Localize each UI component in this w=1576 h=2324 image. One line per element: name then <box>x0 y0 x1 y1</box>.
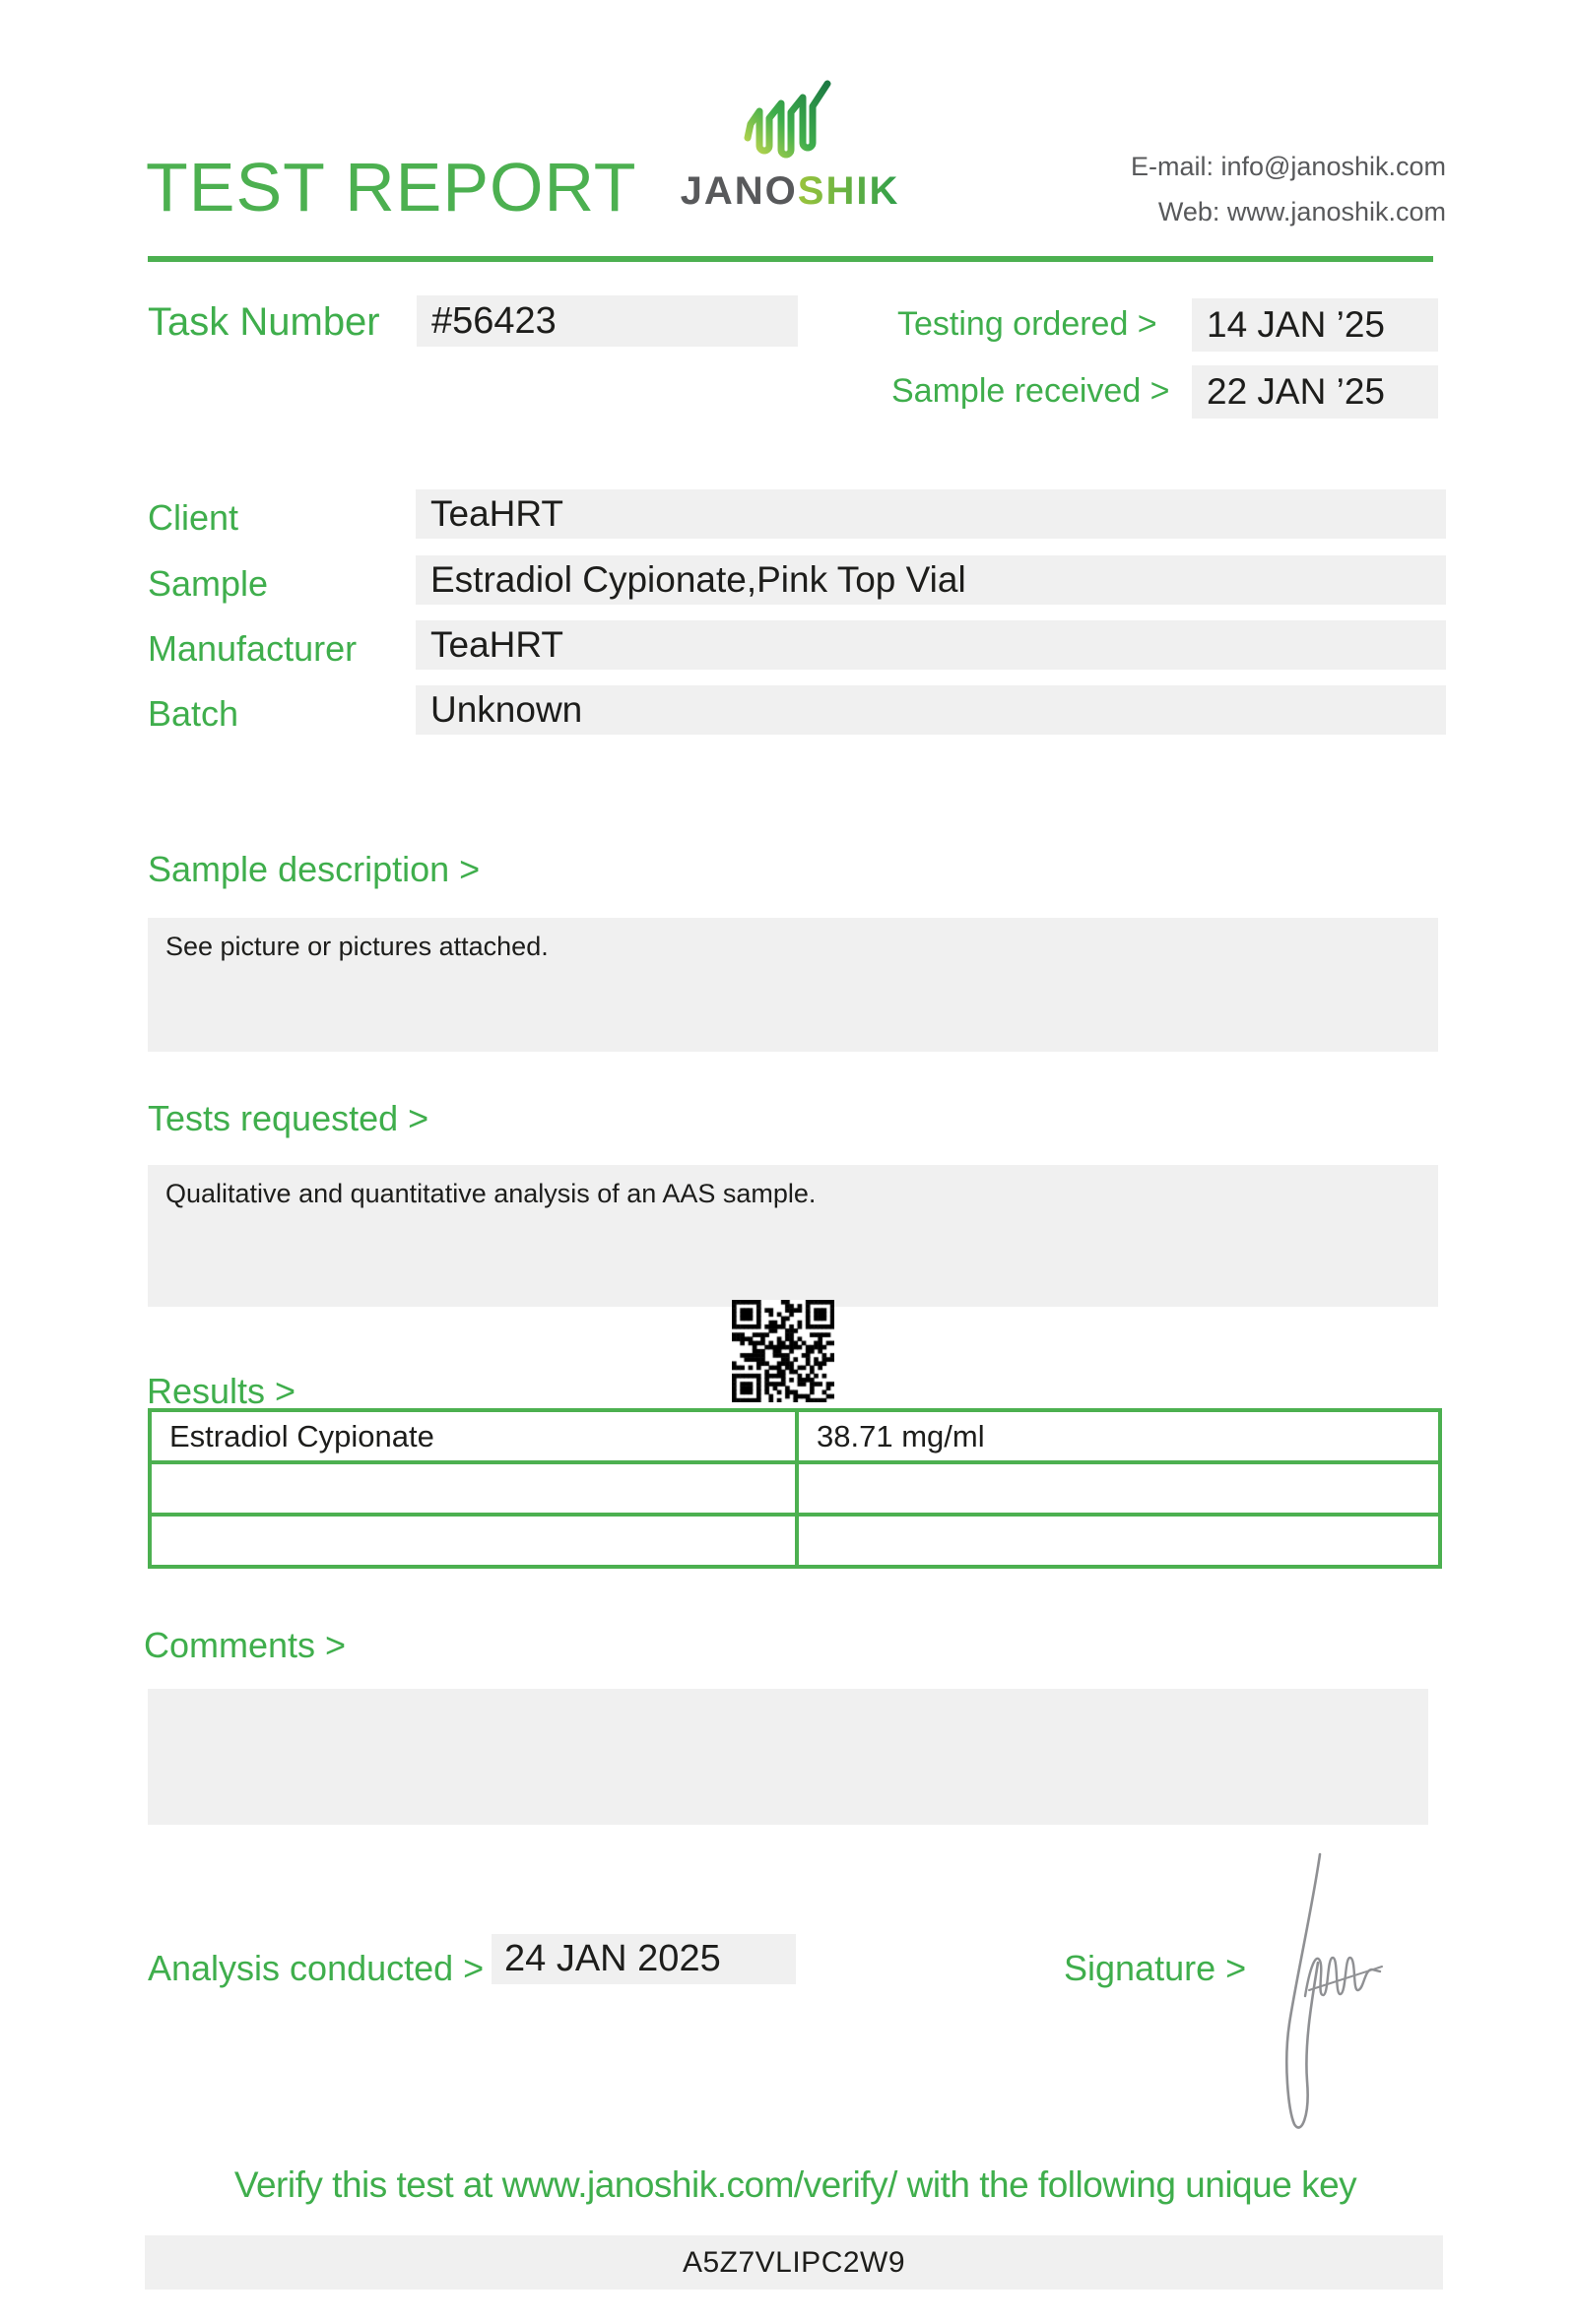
analysis-conducted-value: 24 JAN 2025 <box>492 1934 796 1984</box>
page-title: TEST REPORT <box>146 149 637 226</box>
client-value: TeaHRT <box>416 489 1446 539</box>
growth-chart-icon <box>741 77 839 163</box>
comments-heading: Comments > <box>144 1625 347 1665</box>
qr-code <box>732 1300 834 1402</box>
client-label: Client <box>148 497 239 538</box>
comments-box <box>148 1689 1428 1825</box>
result-cell: 38.71 mg/ml <box>797 1410 1440 1462</box>
logo-text-shik: SHIK <box>797 169 900 213</box>
sample-label: Sample <box>148 563 269 604</box>
sample-received-value: 22 JAN ’25 <box>1192 365 1438 419</box>
header-divider <box>148 256 1433 262</box>
result-cell <box>797 1515 1440 1567</box>
analyte-cell <box>150 1515 797 1567</box>
results-table <box>148 1408 1442 1569</box>
logo-wordmark <box>662 169 918 214</box>
sample-description-box: See picture or pictures attached. <box>148 918 1438 1052</box>
manufacturer-label: Manufacturer <box>148 628 358 669</box>
testing-ordered-value: 14 JAN ’25 <box>1192 298 1438 352</box>
table-row <box>150 1515 1440 1567</box>
sample-value: Estradiol Cypionate,Pink Top Vial <box>416 555 1446 605</box>
signature-label: Signature > <box>1064 1948 1247 1988</box>
logo <box>662 77 918 214</box>
batch-label: Batch <box>148 693 239 734</box>
contact-info <box>1131 144 1446 234</box>
analyte-cell <box>150 1462 797 1515</box>
logo-text-jano: JANO <box>680 169 798 213</box>
tests-requested-heading: Tests requested > <box>148 1098 429 1138</box>
results-heading: Results > <box>147 1371 296 1411</box>
analyte-cell: Estradiol Cypionate <box>150 1410 797 1462</box>
table-row <box>150 1410 1440 1462</box>
sample-received-label: Sample received > <box>891 372 1170 410</box>
batch-value: Unknown <box>416 685 1446 735</box>
task-number-value: #56423 <box>417 295 798 347</box>
testing-ordered-label: Testing ordered > <box>897 305 1157 343</box>
manufacturer-value: TeaHRT <box>416 620 1446 670</box>
table-row <box>150 1462 1440 1515</box>
contact-email: E-mail: info@janoshik.com <box>1130 152 1446 181</box>
signature-image <box>1266 1846 1394 2142</box>
task-number-label: Task Number <box>148 300 380 344</box>
result-cell <box>797 1462 1440 1515</box>
unique-key-box <box>145 2235 1443 2290</box>
analysis-conducted-label: Analysis conducted > <box>148 1948 485 1988</box>
sample-description-heading: Sample description > <box>148 849 481 889</box>
verify-instruction: Verify this test at www.janoshik.com/verify/ with the following unique key <box>233 2164 1357 2205</box>
unique-key: A5Z7VLIPC2W9 <box>682 2245 906 2279</box>
contact-web: Web: www.janoshik.com <box>1157 197 1446 226</box>
tests-requested-box: Qualitative and quantitative analysis of an AAS sample. <box>148 1165 1438 1307</box>
